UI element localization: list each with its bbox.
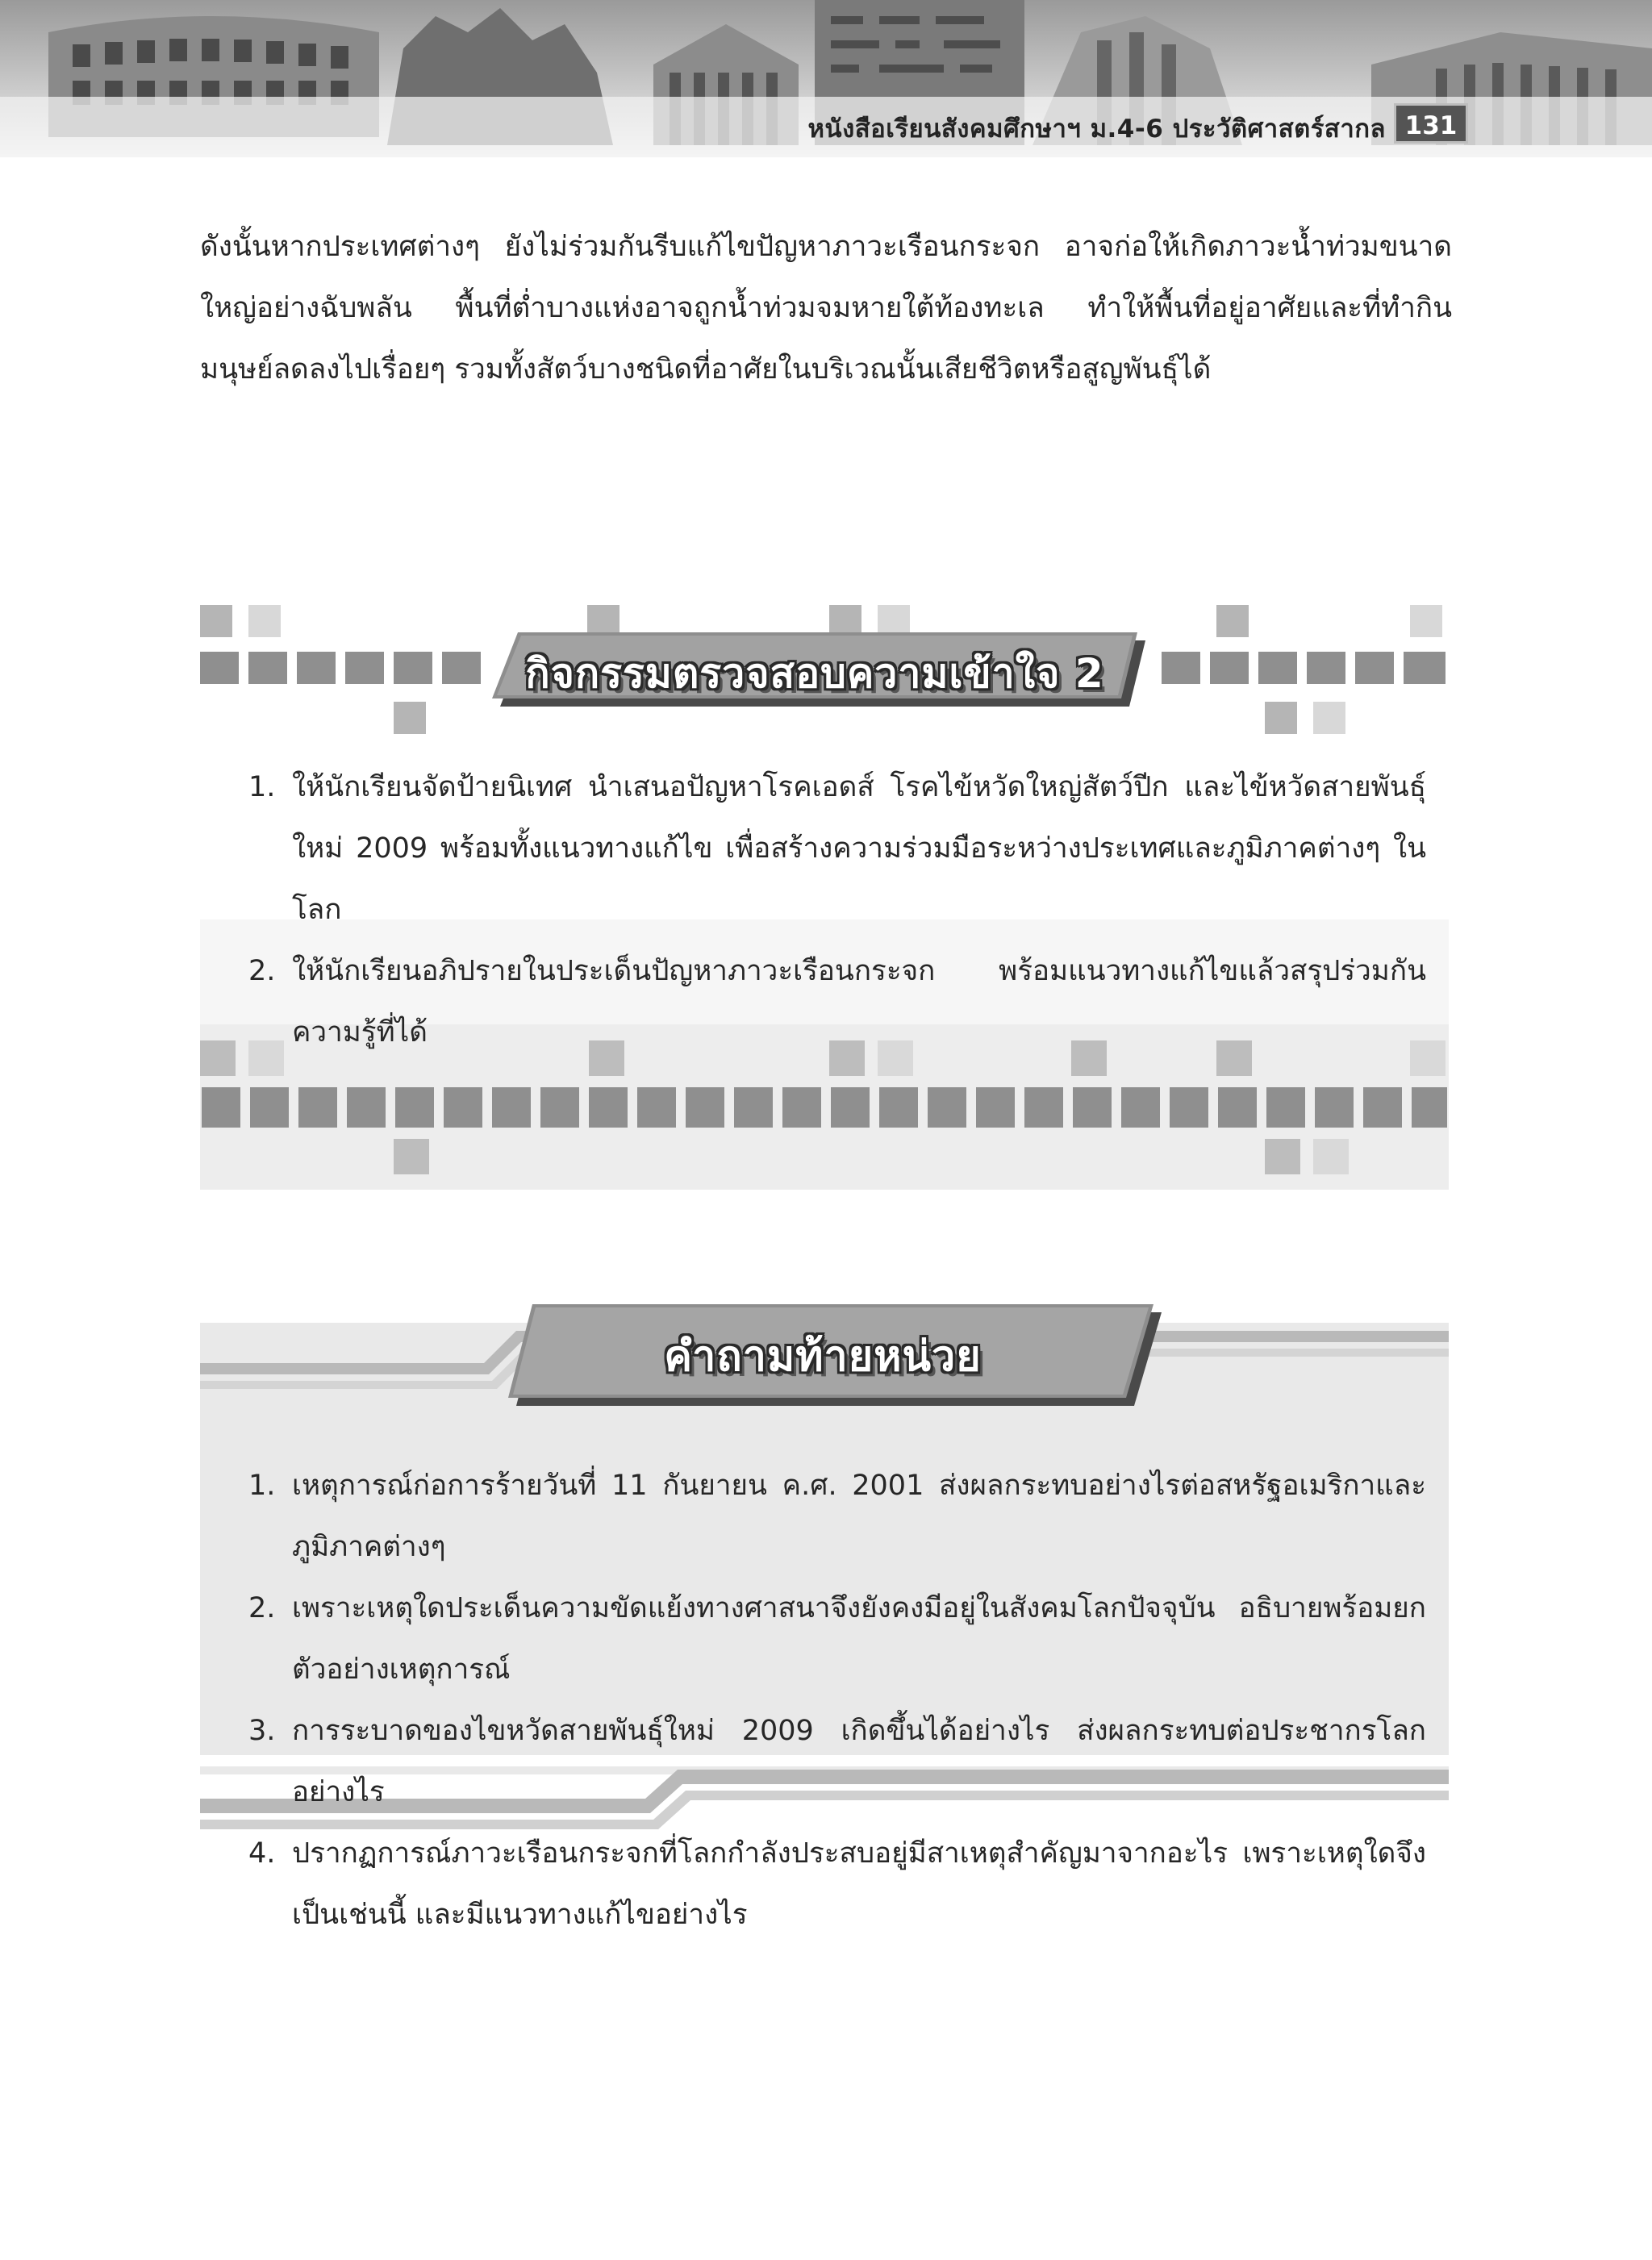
page-number: 131 <box>1394 103 1468 144</box>
item-number: 2. <box>248 955 276 987</box>
item-text: ให้นักเรียนอภิปรายในประเด็นปัญหาภาวะเรือนกระจก พร้อมแนวทางแก้ไขแล้วสรุปร่วมกันความรู้ที่ได้ <box>292 955 1426 1049</box>
item-number: 2. <box>248 1592 276 1624</box>
intro-paragraph: ดังนั้นหากประเทศต่างๆ ยังไม่ร่วมกันรีบแก้ไขปัญหาภาวะเรือนกระจก อาจก่อให้เกิดภาวะน้ำท่วมขนาดใหญ่อย่างฉับพลัน พื้นที่ต่ำบางแห่งอาจถูกน้ำท่วมจมหายใต้ท้องทะเล ทำให้พื้นที่อยู่อาศัยและที่ทำกินมนุษย์ลดลงไปเรื่อยๆ รวมทั้งสัตว์บางชนิดที่อาศัยในบริเวณนั้นเสียชีวิตหรือสูญพันธุ์ได้ <box>200 231 1452 386</box>
item-number: 1. <box>248 1470 276 1502</box>
list-item <box>248 1455 1426 1578</box>
item-number: 1. <box>248 771 276 803</box>
questions-list <box>248 1455 1426 1945</box>
activity-title: กิจกรรมตรวจสอบความเข้าใจ 2 <box>525 650 1104 697</box>
book-title: หนังสือเรียนสังคมศึกษาฯ ม.4-6 ประวัติศาสตร์สากล <box>807 115 1386 144</box>
list-item <box>248 1823 1426 1945</box>
item-text: การระบาดของไขหวัดสายพันธุ์ใหม่ 2009 เกิดขึ้นได้อย่างไร ส่งผลกระทบต่อประชากรโลกอย่างไร <box>292 1715 1426 1808</box>
list-item <box>248 1578 1426 1700</box>
item-number: 3. <box>248 1715 276 1747</box>
questions-title-banner <box>484 1303 1162 1411</box>
questions-title: คำถามท้ายหน่วย <box>664 1332 982 1381</box>
item-text: ปรากฏการณ์ภาวะเรือนกระจกที่โลกกำลังประสบอยู่มีสาเหตุสำคัญมาจากอะไร เพราะเหตุใดจึงเป็นเช่นนี้ และมีแนวทางแก้ไขอย่างไร <box>292 1837 1426 1931</box>
list-item <box>248 1700 1426 1823</box>
item-text: เหตุการณ์ก่อการร้ายวันที่ 11 กันยายน ค.ศ. 2001 ส่งผลกระทบอย่างไรต่อสหรัฐอเมริกาและภูมิภาคต่างๆ <box>292 1470 1426 1563</box>
item-number: 4. <box>248 1837 276 1870</box>
item-text: ให้นักเรียนจัดป้ายนิเทศ นำเสนอปัญหาโรคเอดส์ โรคไข้หวัดใหญ่สัตว์ปีก และไข้หวัดสายพันธุ์ใหม่ 2009 พร้อมทั้งแนวทางแก้ไข เพื่อสร้างความร่วมมือระหว่างประเทศและภูมิภาคต่างๆ ในโลก <box>292 771 1426 926</box>
item-text: เพราะเหตุใดประเด็นความขัดแย้งทางศาสนาจึงยังคงมีอยู่ในสังคมโลกปัจจุบัน อธิบายพร้อมยกตัวอย่างเหตุการณ์ <box>292 1592 1426 1686</box>
